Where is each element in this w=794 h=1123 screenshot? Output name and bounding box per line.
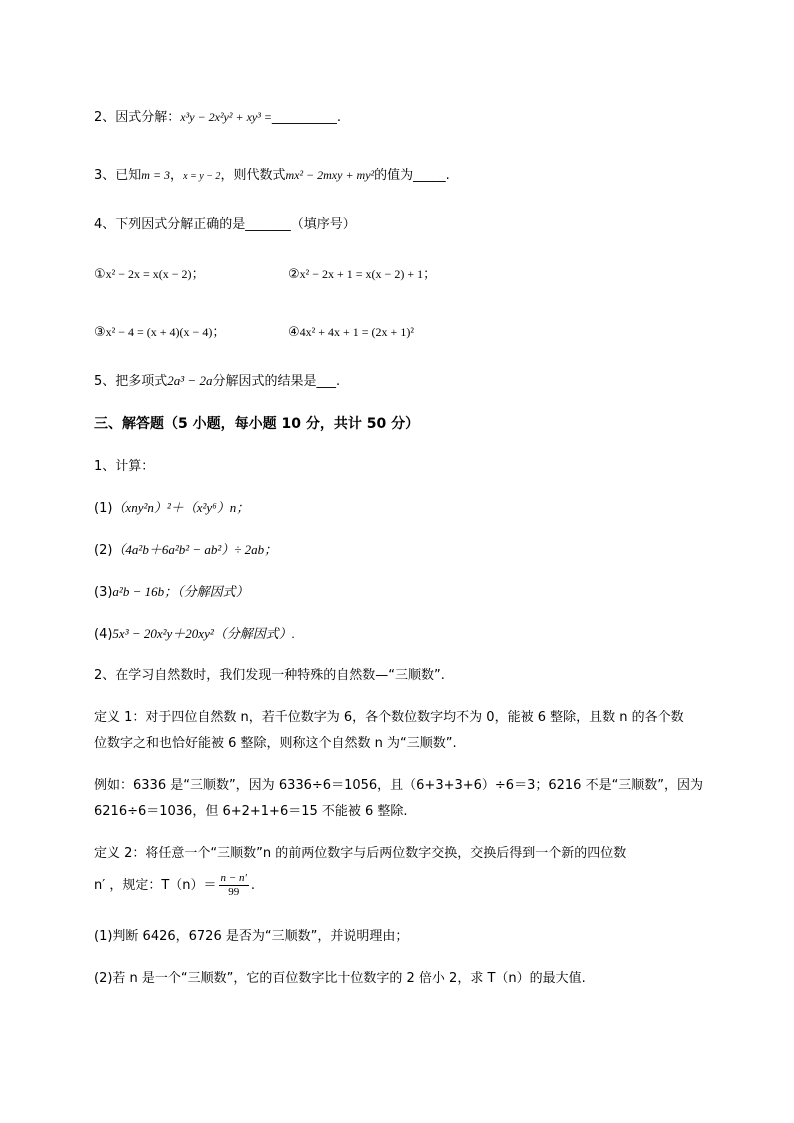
math-expression: x = y − 2	[183, 171, 221, 182]
sub-question-1	[94, 928, 408, 946]
q-text: (1)判断 6426，6726 是否为“三顺数”，并说明理由；	[94, 929, 409, 944]
math-expression: a²b − 16b；（分解因式）	[112, 584, 249, 599]
q-label: 3、已知	[94, 168, 142, 183]
section-title-text: 三、解答题（5 小题，每小题 10 分，共计 50 分）	[94, 416, 420, 432]
option-marker: ②	[288, 267, 300, 282]
item-number: (1)	[94, 501, 113, 516]
q-text: 1、计算：	[94, 459, 155, 474]
math-expression: x³y − 2x²y² + xy³ =	[180, 110, 272, 124]
q-text: (2)若 n 是一个“三顺数”，它的百位数字比十位数字的 2 倍小 2，求 T（n）的最大值.	[94, 971, 586, 986]
calc-item-1	[94, 499, 249, 518]
option-1	[94, 265, 205, 284]
math-expression: x² − 2x = x(x − 2)	[105, 267, 192, 281]
answer-blank: 分解因式的结果是___.	[212, 374, 341, 389]
question-2-4	[94, 216, 356, 234]
separator: ；	[191, 267, 205, 282]
math-expression: 4x² + 4x + 1 = (2x + 1)²	[299, 325, 414, 339]
q-text: 4、下列因式分解正确的是_______（填序号）	[94, 217, 356, 232]
definition-2-line-2	[94, 872, 255, 899]
fraction-denominator: 99	[228, 886, 240, 898]
q-text: 2、在学习自然数时，我们发现一种特殊的自然数—“三顺数”.	[94, 668, 445, 683]
q-text: 5、把多项式	[94, 374, 168, 389]
answer-blank: __________.	[271, 110, 342, 125]
separator: ，	[170, 168, 184, 183]
fraction	[219, 872, 249, 899]
option-3	[94, 323, 225, 342]
q-text: 例如：6336 是“三顺数”，因为 6336÷6＝1056，且（6+3+3+6）÷6＝3；6216 不是“三顺数”，因为	[94, 778, 704, 793]
math-expression: 5x³ − 20x²y＋20xy²（分解因式）.	[112, 626, 295, 641]
question-2-2	[94, 108, 341, 127]
separator: ；	[423, 267, 437, 282]
definition-1-line-2	[94, 735, 457, 753]
fraction-numerator: n − n′	[220, 872, 247, 884]
item-number: (2)	[94, 543, 113, 558]
option-marker: ④	[288, 325, 300, 340]
example-line-1	[94, 777, 703, 795]
option-marker: ③	[94, 325, 106, 340]
separator: ；	[212, 325, 226, 340]
math-expression: （4a²b＋6a²b² − ab²）÷ 2ab；	[112, 542, 278, 557]
sub-question-2	[94, 970, 586, 988]
math-expression: 2a³ − 2a	[167, 373, 213, 388]
math-expression: m = 3	[141, 168, 171, 182]
item-number: (4)	[94, 627, 113, 642]
question-3-1-title	[94, 458, 154, 476]
q-text: 位数字之和也恰好能被 6 整除，则称这个自然数 n 为“三顺数”.	[94, 736, 457, 751]
definition-1-line-1	[94, 709, 684, 727]
item-number: (3)	[94, 585, 113, 600]
q-text: 6216÷6＝1036，但 6+2+1+6＝15 不能被 6 整除.	[94, 804, 408, 819]
q-text: ，则代数式	[220, 168, 286, 183]
calc-item-3	[94, 583, 249, 602]
calc-item-4	[94, 625, 295, 644]
q-text: 定义 1：对于四位自然数 n，若千位数字为 6，各个数位数字均不为 0，能被 6 整除，且数 n 的各个数	[94, 710, 684, 725]
option-marker: ①	[94, 267, 106, 282]
question-3-2-intro	[94, 667, 445, 685]
example-line-2	[94, 803, 408, 821]
math-expression: x² − 4 = (x + 4)(x − 4)	[105, 325, 213, 339]
q-text: .	[250, 878, 255, 893]
math-expression: x² − 2x + 1 = x(x − 2) + 1	[299, 267, 424, 281]
calc-item-2	[94, 541, 277, 560]
option-4	[288, 323, 414, 342]
math-expression: （xny²n）²＋（x²y⁶）n；	[112, 500, 250, 515]
q-text: 定义 2：将任意一个“三顺数”n 的前两位数字与后两位数字交换，交换后得到一个新的四位数	[94, 846, 627, 861]
section-title	[94, 415, 419, 433]
question-2-3	[94, 166, 450, 186]
question-2-5	[94, 372, 340, 391]
math-expression: mx² − 2mxy + my²	[285, 168, 375, 182]
definition-2-line-1	[94, 845, 626, 863]
option-2	[288, 265, 436, 284]
q-text: n′ ，规定：T（n）＝	[94, 878, 217, 893]
q-label: 2、因式分解：	[94, 110, 181, 125]
answer-blank: 的值为_____.	[374, 168, 450, 183]
